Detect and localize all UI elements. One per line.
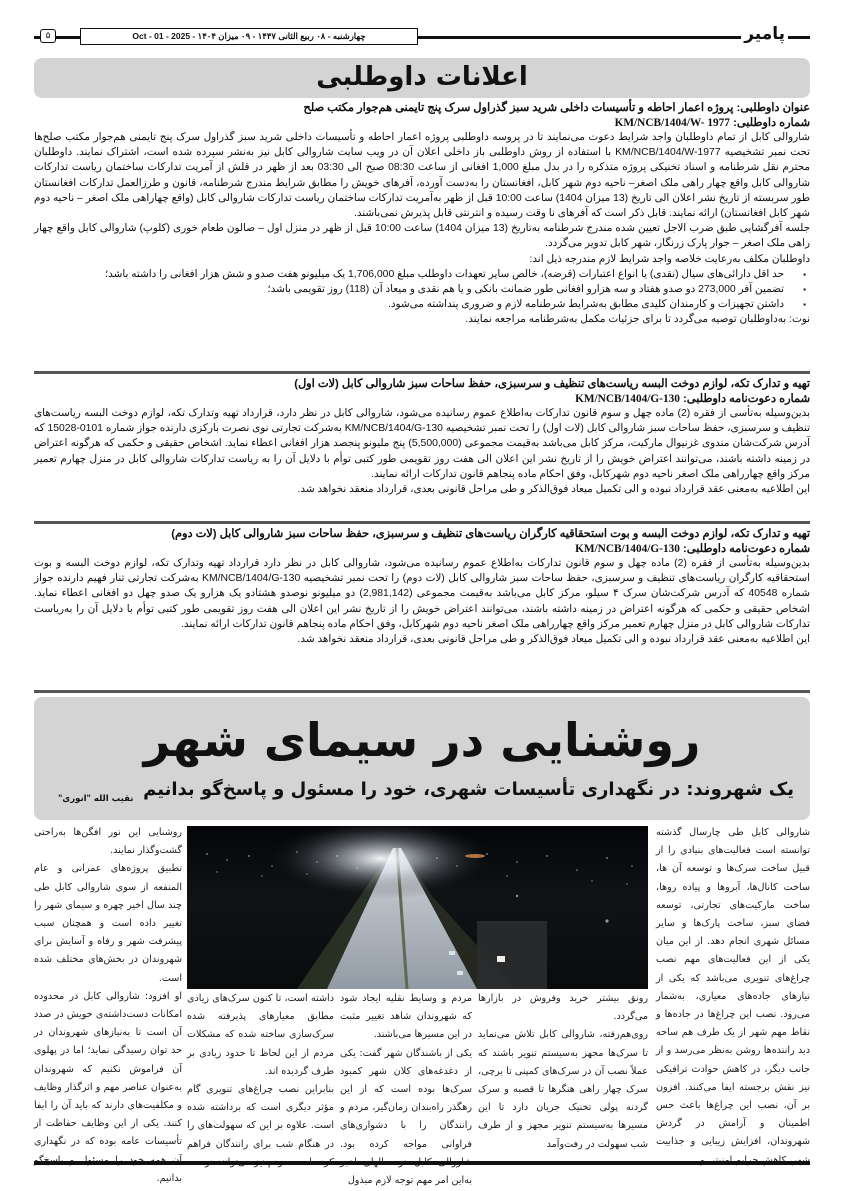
night-road-photo [187, 826, 648, 989]
notice-title: عنوان داوطلبی: پروژه اعمار احاطه و تأسیسات داخلی شرید سبز گذراول سرک پنج تایمنی هم‌جوار مکتب صلح [303, 102, 810, 114]
article-paragraph: یکی از باشندگان شهر گفت: یکی از دغدغه‌های کلان شهر کمبود سرک‌ها بوده است که از این رهگذر راه‌بندان زمان‌گیر، مردم و رانندگان را با دشواری‌های فراوانی مواجه کرده بود. به‌این امر مهم توجه لازم مبذول [340, 1047, 472, 1187]
notice-paragraph: بدین‌وسیله به‌تأسی از فقره (2) ماده چهل و سوم قانون تدارکات به‌اطلاع عموم رسانیده می‌شود، شاروالی کابل در نظر دارد قرارداد تهیه وتدارک تکه، لوازم دوخت البسه و بوت استحقاقیه کارگران ریاست‌های تنظیف و سرسبزی، حفظ ساحات سبز شاروالی کابل (لات دوم) را تحت نمبر تشخیصیه KM/NCB/1404/G-130 به‌شرکت تجارتی تنار فهیم دارنده جواز شماره 40548 که آدرس شرکت‌شان سرک ۴ سیلو، مرکز کابل می‌باشد به‌قیمت مجموعی (2,981,142) دو میلیونو نوصدو هشتادو یک هزارو یک صدو چهل دو افغانی اعطاء نماید. اشخاص حقیقی و حکمی که هرگونه اعتراض در زمینه داشته باشند، می‌توانند اعتراض خویش را از تاریخ نشر این اعلان الی هفت روز تقویمی طور کتبی توأم با دلایل آن را به‌ریاست تدارکات شاروالی کابل در منزل چهارم تعمیر مرکز واقع چهارراهی ملک اصغر ناحیه دوم شهرکابل، وفق احکام ماده پنجاهم قانون تدارکات ارائه نمایند. [34, 558, 810, 630]
notice-number [34, 542, 810, 557]
section-divider [34, 521, 810, 524]
article-photo [187, 826, 648, 989]
newspaper-brand: پامیر [741, 24, 788, 44]
issue-date: چهارشنبه - ۰۸ ربیع الثانی ۱۴۴۷ - ۰۹ میزان ۱۴۰۴ - Oct - 01 - 2025 [80, 28, 418, 45]
article-byline: نقیب الله "انوری" [58, 794, 134, 804]
article-paragraph: شاروالی کابل طی چارسال گذشته توانسته است فعالیت‌های بنیادی را از قبیل ساخت سرک‌ها و توسعه آن ها، ساخت کانال‌ها، آبروها و پیاده روها، ساخت مارکیت‌های تجارتی، توسعه فضای سبز، ساخت پارک‌ها و سایر مسائل شهری انجام دهد. از این میان یکی از این فعالیت‌های مهم نصب چراغ‌های تنویری می‌باشد که یکی از نیازهای جاده‌های معیاری، به‌شمار می‌رود. نصب این چراغ‌ها در جاده‌ها و نقاط مهم شهر از یک طرف هم ساحه دید راننده‌ها روشن به‌نظر می‌رسد و از جانب دیگر، در کاهش حوادث ترافیکی نیز نقش برجسته ایفا می‌کنند. افزون بر آن، نصب این چراغ‌ها باعث حس اطمینان و آرامش در گردش شهروندان، افزایش زیبایی و جذابیت [656, 827, 810, 1148]
article-banner [34, 697, 810, 820]
article-column-2 [478, 990, 648, 1160]
section-divider [34, 371, 810, 374]
notice-paragraph: بدین‌وسیله به‌تأسی از فقره (2) ماده چهل و سوم قانون تدارکات به‌اطلاع عموم رسانیده می‌شود، شاروالی کابل در نظر دارد، قرارداد تهیه وتدارک تکه، لوازم دوخت البسه ریاست‌های تنظیف و سرسبزی، حفظ ساحات سبز شاروالی کابل (لات اول) را تحت نمبر تشخیصیه KM/NCB/1404/G-130 به‌شرکت تجارتی نوی نصرت بارکزی دارنده جواز شماره 0101-15028 که آدرس شرکت‌شان مندوی غزنیوال مارکیت، مرکز کابل می‌باشد به‌قیمت مجموعی (5,500,000) پنج ملیونو پنجصد هزار افغانی اعطاء نماید. اشخاص حقیقی و حکمی که هرگونه اعتراض در زمینه داشته باشند، می‌توانند اعتراض خویش را از تاریخ نشر این اعلان الی هفت روز تقویمی طور کتبی توأم با دلایل آن را به ریاست تدارکات شاروالی کابل در منزل چهارم تعمیر مرکز واقع چهارراهی ملک اصغر ناحیه دوم شهرکابل، وفق احکام ماده پنجاهم قانون تدارکات ارائه نمایند. [34, 408, 811, 480]
article-paragraph: بنابراین نصب چراغ‌های تنویری گام مؤثر دیگری است که برداشته شده است. علاوه بر این که سهولت‌های را در هنگام شب برای رانندگان فراهم [187, 1084, 334, 1150]
article-paragraph: روی‌هم‌رفته، شاروالی کابل تلاش می‌نماید تا سرک‌ها مجهز به‌سیستم تنویر باشند که عملاً نصب آن در سرک‌های کمپنی تا برچی، سرک چهار راهی هنگرها تا قصبه و سرک گردنه پولی تخنیک جریان دارد تا این مسیرها به‌سیستم تنویر مجهز و از طرف شب سهولت در رفت‌وآمد [478, 1029, 648, 1150]
article-subhead: یک شهروند: در نگهداری تأسیسات شهری، خود را مسئول و پاسخ‌گو بدانیم [143, 779, 794, 800]
notice-paragraph: جلسه آفرگشایی طبق ضرب الاجل تعیین شده مندرج شرطنامه به‌تاریخ (13 میزان 1404) ساعت 10:00 قبل از ظهر در منزل اول – صالون طعام خوری (کلوپ) شاروالی کابل واقع چهار راهی ملک اصغر – جوار پارک زرنگار، شهر کابل تدویر می‌گردد. [34, 223, 810, 250]
notice-title: تهیه و تدارک تکه، لوازم دوخت البسه ریاست‌های تنظیف و سرسبزی، حفظ ساحات سبز شاروالی کابل (لات اول) [294, 378, 810, 390]
notice-note: نوت: به‌داوطلبان توصیه می‌گردد تا برای جزئیات مکمل به‌شرطنامه مراجعه نمایند. [465, 314, 810, 326]
notice-number-code: KM/NCB/1404/G-130 [575, 392, 680, 405]
article-column-4 [187, 990, 334, 1160]
notice-number-label: شماره دعوت‌نامه داوطلبی: [683, 392, 810, 405]
notice-paragraph: داوطلبان مکلف به‌رعایت خلاصه واجد شرایط لازم مندرجه ذیل اند: [529, 253, 810, 265]
article-paragraph: رونق بیشتر خرید وفروش در بازارها می‌گردد. [478, 993, 648, 1023]
requirement-item: ▪ تضمین آفر 273,000 دو صدو هفتاد و سه هزارو افغانی طور ضمانت بانکی و یا هم نقدی و میعاد آن (118) روز تقویمی باشد؛ [34, 282, 784, 297]
notice-number-code: KM/NCB/1404/G-130 [575, 542, 680, 555]
article-column-1 [656, 824, 810, 1160]
requirement-item: ▪ داشتن تجهیزات و کارمندان کلیدی مطابق به‌شرایط شرطنامه لازم و ضروری پنداشته می‌شود. [34, 297, 784, 312]
notice-paragraph: این اطلاعیه به‌معنی عقد قرارداد نبوده و الی تکمیل میعاد فوق‌الذکر و طی مراحل قانونی بعدی، قرارداد منعقد نخواهد شد. [297, 634, 810, 646]
notice-title: تهیه و تدارک تکه، لوازم دوخت البسه و بوت استحقاقیه کارگران ریاست‌های تنظیف و سرسبزی، حفظ ساحات سبز شاروالی کابل (لات دوم) [171, 528, 810, 540]
requirement-item: ▪ حد اقل دارائی‌های سیال (نقدی) یا انواع اعتبارات (قرضه)، خالص سایر تعهدات داوطلب مبلغ 1,706,000 یک میلیونو هفت صدو و شش هزار افغانی را داشته باشد؛ [34, 267, 784, 282]
notice-number [34, 116, 810, 131]
notice-3 [34, 527, 810, 647]
article-paragraph: مردم و وسایط نقلیه ایجاد شود که شهروندان شاهد تغییر مثبت در این مسیرها می‌باشند. [340, 993, 472, 1041]
notice-number-label: شماره دعوت‌نامه داوطلبی: [683, 542, 810, 555]
notices-banner-title: اعلانات داوطلبی [316, 62, 528, 92]
page-header [34, 24, 810, 46]
page-bottom-rule [34, 1161, 810, 1165]
notice-1 [34, 101, 810, 328]
notice-number-code: KM/NCB/1404/W- 1977 [614, 116, 730, 129]
requirements-list [34, 267, 784, 313]
article-paragraph: داشته است، تا کنون سرک‌های زیادی مطابق معیارهای پذیرفته شده سرک‌سازی ساخته شده که مشکلات مردم از این لحاظ تا حدود زیادی بر طرف گردیده اند. [187, 993, 334, 1077]
page-number: ۵ [40, 29, 56, 43]
notice-paragraph: شاروالی کابل از تمام داوطلبان واجد شرایط دعوت می‌نمایند تا در پروسه داوطلبی پروژه اعمار احاطه و تأسیسات داخلی شرید سبز گذراول سرک پنج تایمنی هم‌جوار مکتب صلح‌ها تحت نمبر تشخیصیه KM/NCB/1404/W-1977 با استفاده از روش داوطلبی باز داخلی اعلان آن در ویب سایت شاروالی کابل نیز به‌نشر سپرده شده است، اشتراک نمایند. داوطلبان محترم نقل شرطنامه و اسناد تخنیکی پروژه متذکره را در بدل مبلغ 1,000 افغانی از ساعت 08:30 صبح الی 03:30 بعد از ظهر در قلش از آمریت تدارکات ساختمان ریاست تدارکات شاروالی کابل واقع چهار راهی ملک اصغر– ناحیه دوم شهر کابل، افغانستان را به‌دست آورده، آفرهای خویش را مطابق شرایط مندرج شرطنامه، قانون و طرزالعمل تدارکات افغانستان طور سربسته از تاریخ نشر اعلان الی تاریخ (13 میزان 1404) ساعت 10:00 قبل از ظهر به‌آمریت تدارکات ساختمان ریاست تدارکات شاروالی کابل (واقع چهاراهی ملک اصغر – ناحیه دوم شهر کابل افغانستان) ارائه نمایند. قابل ذکر است که آفرهای نا وقت رسیده و انترنتی قابل پذیرش نمی‌باشند. [34, 132, 811, 220]
article-paragraph: او افزود: شاروالی کابل در محدوده امکانات دست‌داشته‌ی خویش در صدد آن است تا به‌نیازهای شهروندان در حد توان رسیدگی نماید؛ اما در پهلوی آن فراموش نکنیم که شهروندان به‌عنوان عناصر مهم و اثرگذار وظایف و مکلفیت‌های دارند که باید آن را ایفا کنند. یکی از این وظایف حفاظت از تأسیسات عامه بوده که در نگهداری بدانیم. [34, 990, 182, 1184]
section-divider [34, 690, 810, 693]
notice-2 [34, 377, 810, 497]
notice-number-label: شماره داوطلبی: [733, 116, 810, 129]
notice-number [34, 392, 810, 407]
article-paragraph: تطبیق پروژه‌های عمرانی و عام المنفعه از سوی شاروالی کابل طی چند سال اخیر چهره و سیمای شهر را تغییر داده است و همچنان سبب پیشرفت شهر و رفاه و آسایش برای شهروندان در بخش‌های مختلف شده است. [34, 863, 182, 984]
notice-paragraph: این اطلاعیه به‌معنی عقد قرارداد نبوده و الی تکمیل میعاد فوق‌الذکر و طی مراحل قانونی بعدی، قرارداد منعقد نخواهد شد. [297, 484, 810, 496]
notices-banner [34, 58, 810, 98]
article-headline: روشنایی در سیمای شهر [143, 713, 701, 767]
article-column-5 [34, 824, 182, 1184]
article-column-3 [340, 990, 472, 1187]
article-paragraph: روشنایی این نور افگن‌ها به‌راحتی گشت‌وگذار نمایند. [34, 827, 182, 857]
